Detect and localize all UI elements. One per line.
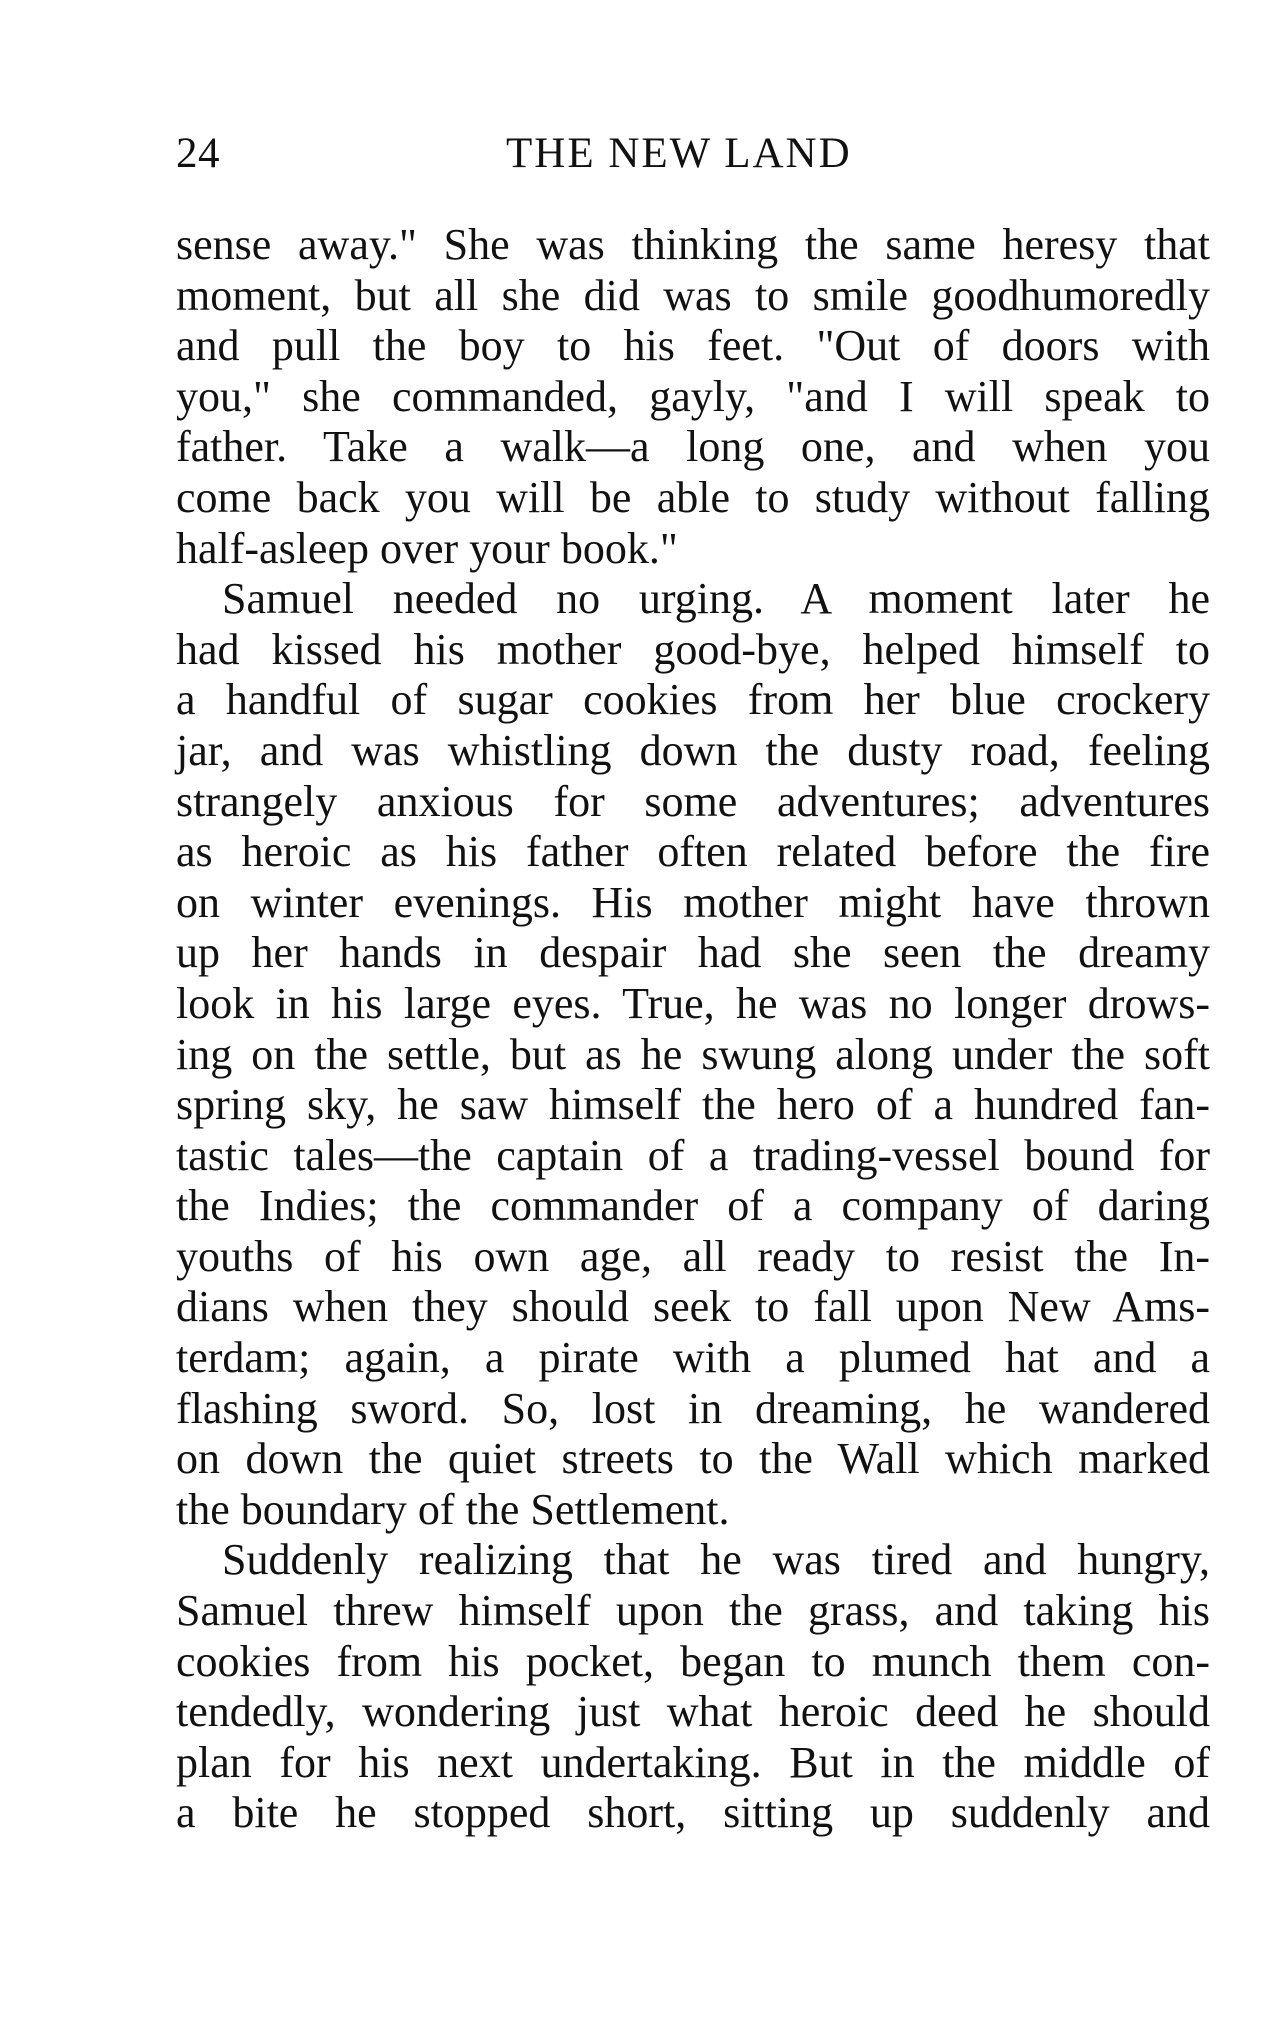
text-line: father. Take a walk—a long one, and when you [176,422,1210,472]
text-line: a bite he stopped short, sitting up suddenly and [176,1788,1210,1838]
text-line: as heroic as his father often related before the fire [176,827,1210,877]
text-line: ing on the settle, but as he swung along under the soft [176,1029,1210,1079]
running-title: THE NEW LAND [506,130,852,177]
text-line: on winter evenings. His mother might have thrown [176,877,1210,927]
running-head [176,126,1206,182]
text-line: dians when they should seek to fall upon New Ams- [176,1282,1210,1332]
text-line: tendedly, wondering just what heroic deed he should [176,1687,1210,1737]
page-number: 24 [176,130,220,177]
text-line: had kissed his mother good-bye, helped himself to [176,624,1210,674]
text-line: a handful of sugar cookies from her blue crockery [176,675,1210,725]
text-line: sense away." She was thinking the same heresy that [176,220,1210,269]
text-line: plan for his next undertaking. But in the middle of [176,1737,1210,1787]
text-line: tastic tales—the captain of a trading-vessel bound for [176,1130,1210,1180]
text-line: half-asleep over your book." [176,523,678,573]
paragraph-first-line: Samuel needed no urging. A moment later he [222,574,1210,624]
text-line: the Indies; the commander of a company of daring [176,1181,1210,1231]
text-line: the boundary of the Settlement. [176,1484,730,1534]
text-line: you," she commanded, gayly, "and I will speak to [176,371,1210,421]
text-line: terdam; again, a pirate with a plumed hat and a [176,1333,1210,1383]
text-line: spring sky, he saw himself the hero of a hundred fan- [176,1080,1210,1130]
text-line: on down the quiet streets to the Wall which marked [176,1434,1210,1484]
text-line: come back you will be able to study without falling [176,472,1210,522]
paragraph-first-line: Suddenly realizing that he was tired and hungry, [222,1535,1210,1585]
body-text [176,220,1210,1839]
text-line: youths of his own age, all ready to resist the In- [176,1231,1210,1281]
text-line: up her hands in despair had she seen the dreamy [176,928,1210,978]
text-line: look in his large eyes. True, he was no longer drows- [176,978,1210,1028]
text-line: Samuel threw himself upon the grass, and taking his [176,1586,1210,1636]
text-line: and pull the boy to his feet. "Out of doors with [176,321,1210,371]
text-line: strangely anxious for some adventures; adventures [176,776,1210,826]
text-line: moment, but all she did was to smile goodhumoredly [176,270,1210,320]
text-line: flashing sword. So, lost in dreaming, he wandered [176,1383,1210,1433]
text-line: jar, and was whistling down the dusty road, feeling [176,725,1210,775]
text-line: cookies from his pocket, began to munch them con- [176,1636,1210,1686]
